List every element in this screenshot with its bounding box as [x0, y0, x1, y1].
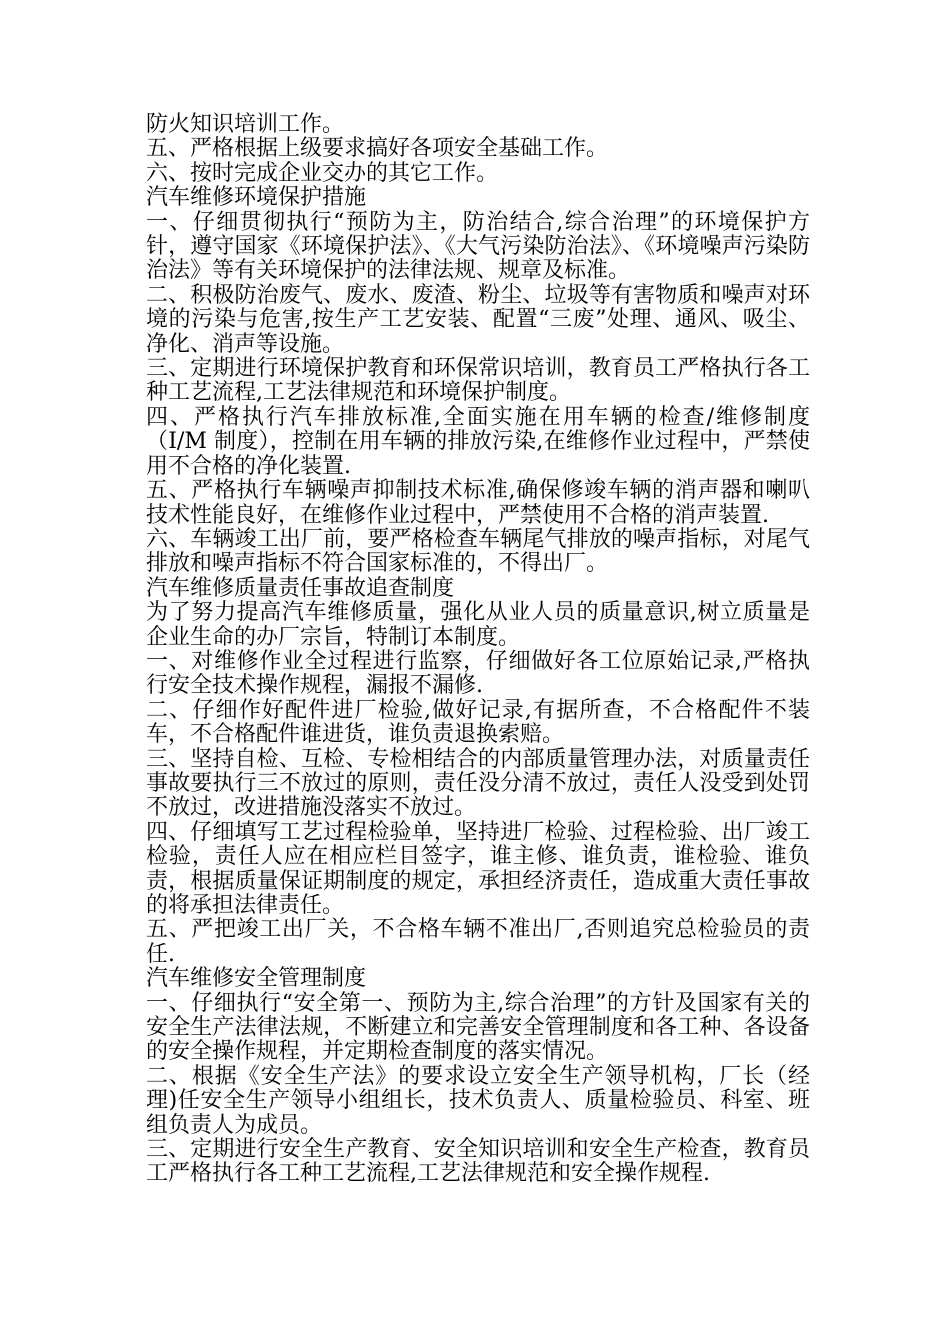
paragraph: 三、坚持自检、互检、专检相结合的内部质量管理办法，对质量责任事故要执行三不放过的原则，责任没分清不放过，责任人没受到处罚不放过，改进措施没落实不放过。: [146, 746, 810, 821]
paragraph: 三、定期进行环境保护教育和环保常识培训，教育员工严格执行各工种工艺流程,工艺法律规范和环境保护制度。: [146, 356, 810, 406]
paragraph: 为了努力提高汽车维修质量，强化从业人员的质量意识,树立质量是企业生命的办厂宗旨，特制订本制度。: [146, 600, 810, 650]
paragraph: 四、仔细填写工艺过程检验单，坚持进厂检验、过程检验、出厂竣工检验，责任人应在相应栏目签字，谁主修、谁负责，谁检验、谁负责，根据质量保证期制度的规定，承担经济责任，造成重大责任事故的将承担法律责任。: [146, 819, 810, 918]
document-page: [146, 113, 810, 1187]
paragraph: 一、仔细贯彻执行“预防为主，防治结合,综合治理”的环境保护方针，遵守国家《环境保护法》、《大气污染防治法》、《环境噪声污染防治法》等有关环境保护的法律法规、规章及标准。: [146, 209, 810, 284]
paragraph: 二、积极防治废气、废水、废渣、粉尘、垃圾等有害物质和噪声对环境的污染与危害,按生产工艺安装、配置“三废”处理、通风、吸尘、净化、消声等设施。: [146, 282, 810, 357]
text-line: 六、按时完成企业交办的其它工作。: [146, 160, 499, 186]
paragraph: 二、根据《安全生产法》的要求设立安全生产领导机构，厂长（经理)任安全生产领导小组组长，技术负责人、质量检验员、科室、班组负责人为成员。: [146, 1063, 810, 1138]
section-heading-safety: 汽车维修安全管理制度: [146, 966, 367, 992]
paragraph: 六、车辆竣工出厂前，要严格检查车辆尾气排放的噪声指标，对尾气排放和噪声指标不符合国家标准的，不得出厂。: [146, 526, 810, 577]
paragraph: 三、定期进行安全生产教育、安全知识培训和安全生产检查，教育员工严格执行各工种工艺流程,工艺法律规范和安全操作规程.: [146, 1137, 810, 1187]
section-heading-environment: 汽车维修环境保护措施: [146, 185, 367, 211]
paragraph: 二、仔细作好配件进厂检验,做好记录,有据所查，不合格配件不装车，不合格配件谁进货，谁负责退换索赔。: [146, 697, 810, 748]
paragraph: 五、严格执行车辆噪声抑制技术标准,确保修竣车辆的消声器和喇叭技术性能良好，在维修作业过程中，严禁使用不合格的消声装置.: [146, 478, 810, 528]
paragraph: 四、严格执行汽车排放标准,全面实施在用车辆的检查/维修制度（I/M 制度），控制在用车辆的排放污染,在维修作业过程中，严禁使用不合格的净化装置.: [146, 404, 810, 479]
section-heading-quality: 汽车维修质量责任事故追查制度: [146, 575, 455, 601]
text-line: 防火知识培训工作。: [146, 112, 345, 137]
paragraph: 一、仔细执行“安全第一、预防为主,综合治理”的方针及国家有关的安全生产法律法规，不断建立和完善安全管理制度和各工种、各设备的安全操作规程，并定期检查制度的落实情况。: [146, 990, 810, 1065]
paragraph: 一、对维修作业全过程进行监察，仔细做好各工位原始记录,严格执行安全技术操作规程，漏报不漏修.: [146, 648, 810, 699]
paragraph: 五、严把竣工出厂关，不合格车辆不准出厂,否则追究总检验员的责任.: [146, 917, 810, 967]
text-line: 五、严格根据上级要求搞好各项安全基础工作。: [146, 136, 609, 162]
